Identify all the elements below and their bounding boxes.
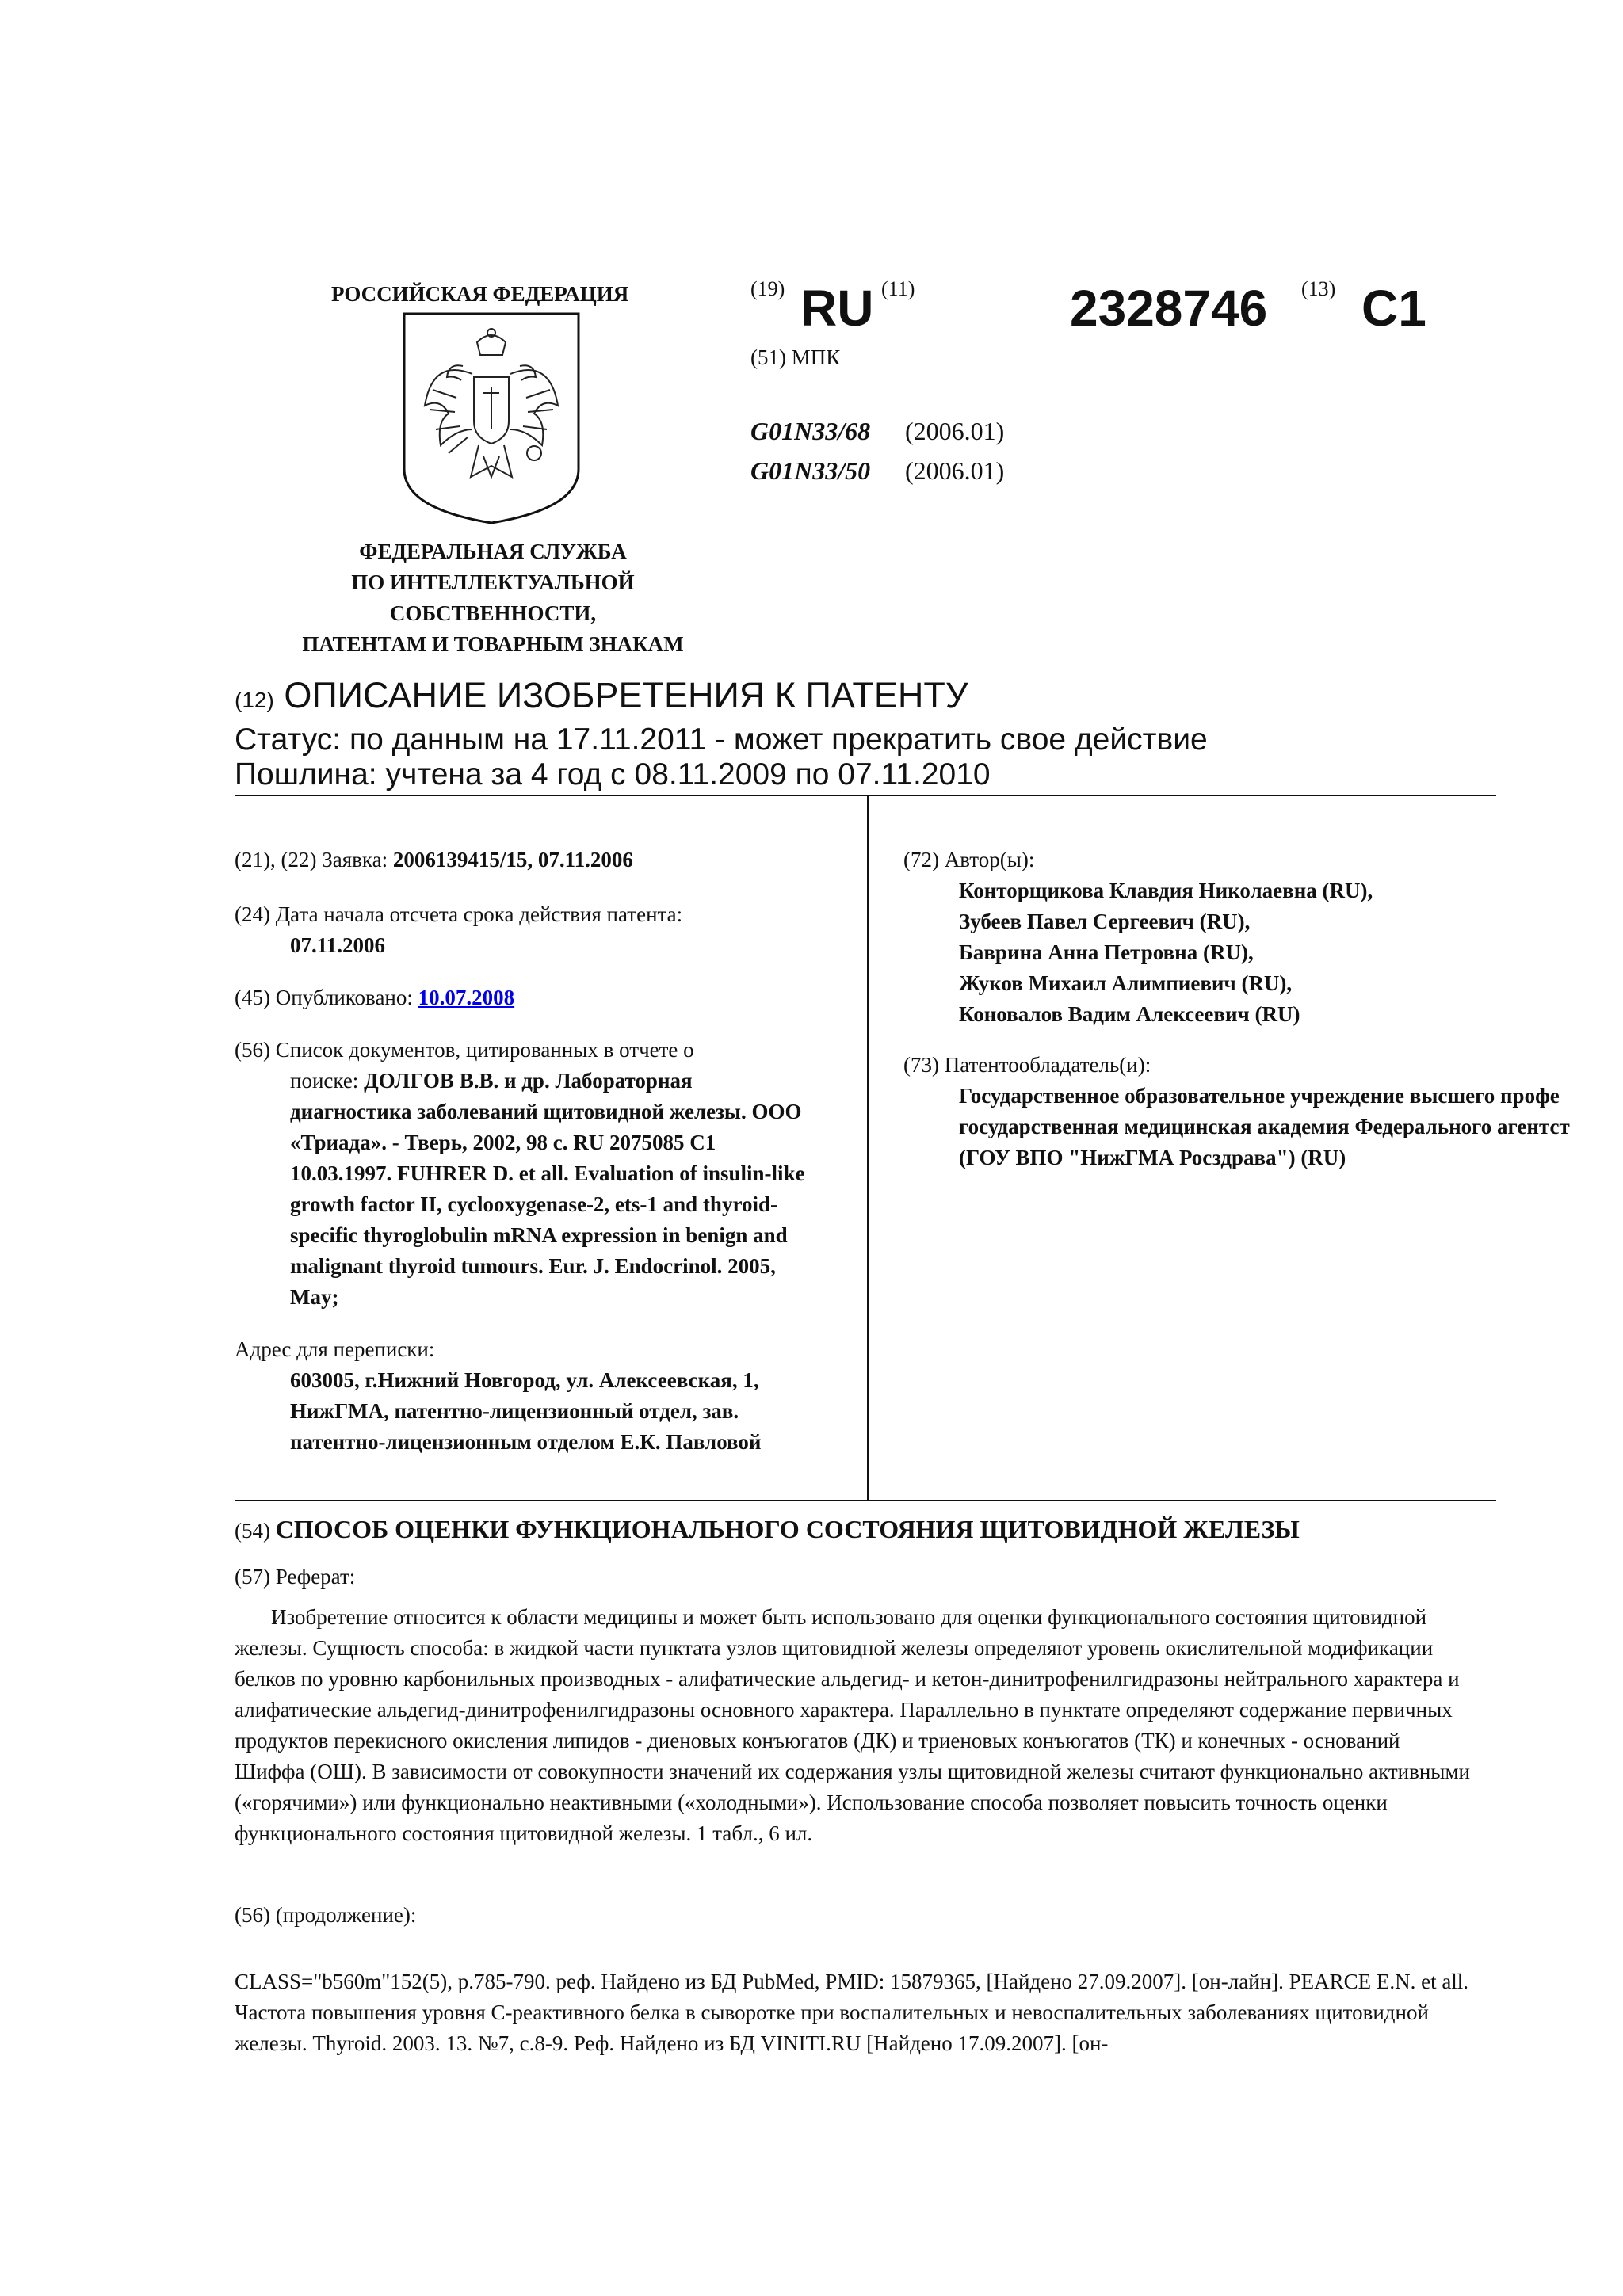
published-field <box>235 982 514 1013</box>
owner-line: (ГОУ ВПО "НижГМА Росздрава") (RU) <box>959 1146 1346 1169</box>
citations-field <box>235 1035 861 1313</box>
patent-owner-field <box>903 1050 1623 1173</box>
authors-label: (72) Автор(ы): <box>903 848 1035 871</box>
owner-label: (73) Патентообладатель(и): <box>903 1053 1151 1077</box>
divider <box>235 795 1496 796</box>
ipc-version: (2006.01) <box>905 456 1005 485</box>
citation-text: 10.03.1997. FUHRER D. et all. Evaluation of insulin-like <box>290 1161 805 1185</box>
citation-text: specific thyroglobulin mRNA expression in benign and <box>290 1223 788 1247</box>
country-name: РОССИЙСКАЯ ФЕДЕРАЦИЯ <box>331 282 629 306</box>
owner-line: государственная медицинская академия Федерального агентст <box>959 1115 1570 1138</box>
authors-field <box>903 845 1373 1030</box>
application-label: (21), (22) Заявка: <box>235 848 393 871</box>
published-label: (45) Опубликовано: <box>235 986 418 1009</box>
owner-line: Государственное образовательное учреждение высшего профе <box>959 1084 1560 1108</box>
citation-text: ДОЛГОВ В.В. и др. Лабораторная <box>364 1069 693 1093</box>
ipc-class-row <box>750 417 1004 446</box>
agency-line: ФЕДЕРАЛЬНАЯ СЛУЖБА <box>359 540 627 563</box>
citations-line <box>235 1066 861 1097</box>
published-date-link[interactable]: 10.07.2008 <box>418 986 515 1009</box>
inid-code-54: (54) <box>235 1519 276 1543</box>
citation-text: May; <box>290 1285 339 1309</box>
citation-text: growth factor II, cyclooxygenase-2, ets-1 and thyroid- <box>290 1192 777 1216</box>
abstract-label: (57) Реферат: <box>235 1565 356 1589</box>
citation-text: malignant thyroid tumours. Eur. J. Endocrinol. 2005, <box>290 1254 776 1278</box>
application-field <box>235 845 633 875</box>
ipc-code: G01N33/50 <box>750 456 871 485</box>
author-name: Зубеев Павел Сергеевич (RU), <box>959 910 1251 933</box>
citations-label: (56) Список документов, цитированных в отчете о <box>235 1038 694 1062</box>
patent-fee: Пошлина: учтена за 4 год с 08.11.2009 по 07.11.2010 <box>235 757 991 791</box>
ipc-class-row <box>750 456 1004 486</box>
citation-text: диагностика заболеваний щитовидной железы. ООО <box>290 1100 802 1123</box>
address-line: патентно-лицензионным отделом Е.К. Павловой <box>290 1430 762 1454</box>
patent-number: 2328746 <box>1070 280 1268 337</box>
country-code: RU <box>800 280 874 337</box>
author-name: Конторщикова Клавдия Николаевна (RU), <box>959 879 1373 902</box>
inid-code-12: (12) <box>235 688 274 712</box>
correspondence-address <box>235 1334 861 1458</box>
author-name: Жуков Михаил Алимпиевич (RU), <box>959 971 1293 995</box>
agency-line: ПАТЕНТАМ И ТОВАРНЫМ ЗНАКАМ <box>302 632 684 656</box>
address-line: 603005, г.Нижний Новгород, ул. Алексеевская, 1, <box>290 1368 759 1392</box>
agency-name <box>279 536 707 660</box>
author-name: Коновалов Вадим Алексеевич (RU) <box>959 1002 1300 1026</box>
application-value: 2006139415/15, 07.11.2006 <box>392 848 633 871</box>
continuation-text: CLASS="b560m"152(5), p.785-790. реф. Найдено из БД PubMed, PMID: 15879365, [Найдено 27.09.2007]. [он-лайн]. PEARCE E.N. et all. Частота повышения уровня С-реактивного белка в сыворотке при воспалительных и невоспалительных заболеваниях щитовидной железы. Thyroid. 2003. 13. №7, с.8-9. Реф. Найдено из БД VINITI.RU [Найдено 17.09.2007]. [он- <box>235 1970 1469 2055</box>
citations-search-label: поиске: <box>290 1069 365 1093</box>
coat-of-arms-emblem <box>401 311 582 526</box>
address-line: НижГМА, патентно-лицензионный отдел, зав. <box>290 1399 739 1423</box>
continuation-label: (56) (продолжение): <box>235 1903 417 1927</box>
ipc-code: G01N33/68 <box>750 417 871 445</box>
inid-code-11: (11) <box>881 277 915 300</box>
inid-code-19: (19) <box>750 277 785 300</box>
start-date-field <box>235 899 853 961</box>
invention-title-text: СПОСОБ ОЦЕНКИ ФУНКЦИОНАЛЬНОГО СОСТОЯНИЯ ЩИТОВИДНОЙ ЖЕЛЕЗЫ <box>275 1515 1300 1543</box>
citation-text: «Триада». - Тверь, 2002, 98 с. RU 2075085 C1 <box>290 1131 716 1154</box>
start-date-value: 07.11.2006 <box>290 933 386 957</box>
address-label: Адрес для переписки: <box>235 1337 435 1361</box>
agency-line: СОБСТВЕННОСТИ, <box>389 601 597 625</box>
kind-code: C1 <box>1361 280 1426 337</box>
ipc-label: (51) МПК <box>750 345 841 369</box>
agency-line: ПО ИНТЕЛЛЕКТУАЛЬНОЙ <box>351 570 635 594</box>
document-title-text: ОПИСАНИЕ ИЗОБРЕТЕНИЯ К ПАТЕНТУ <box>284 675 968 715</box>
divider <box>235 1500 1496 1501</box>
patent-status: Статус: по данным на 17.11.2011 - может прекратить свое действие <box>235 723 1208 757</box>
abstract-text: Изобретение относится к области медицины и может быть использовано для оценки функционального состояния щитовидной железы. Сущность способа: в жидкой части пунктата узлов щитовидной железы определяют уровень окислительной модификации белков по уровню карбонильных производных - алифатические альдегид- и кетон-динитрофенилгидразоны нейтрального характера и алифатические альдегид-динитрофенилгидразоны основного характера. Параллельно в пунктате определяют содержание первичных продуктов перекисного окисления липидов - диеновых конъюгатов (ДК) и триеновых конъюгатов (ТК) и конечных - оснований Шиффа (ОШ). В зависимости от совокупности значений их содержания узлы щитовидной железы считают функционально активными («горячими») или функционально неактивными («холодными»). Использование способа позволяет повысить точность оценки функционального состояния щитовидной железы. 1 табл., 6 ил. <box>235 1605 1470 1845</box>
start-date-label: (24) Дата начала отсчета срока действия патента: <box>235 902 683 926</box>
ipc-version: (2006.01) <box>905 417 1005 445</box>
author-name: Баврина Анна Петровна (RU), <box>959 940 1254 964</box>
column-divider <box>867 796 869 1500</box>
document-title <box>235 675 968 716</box>
invention-title <box>235 1515 1300 1544</box>
inid-code-13: (13) <box>1301 277 1336 300</box>
